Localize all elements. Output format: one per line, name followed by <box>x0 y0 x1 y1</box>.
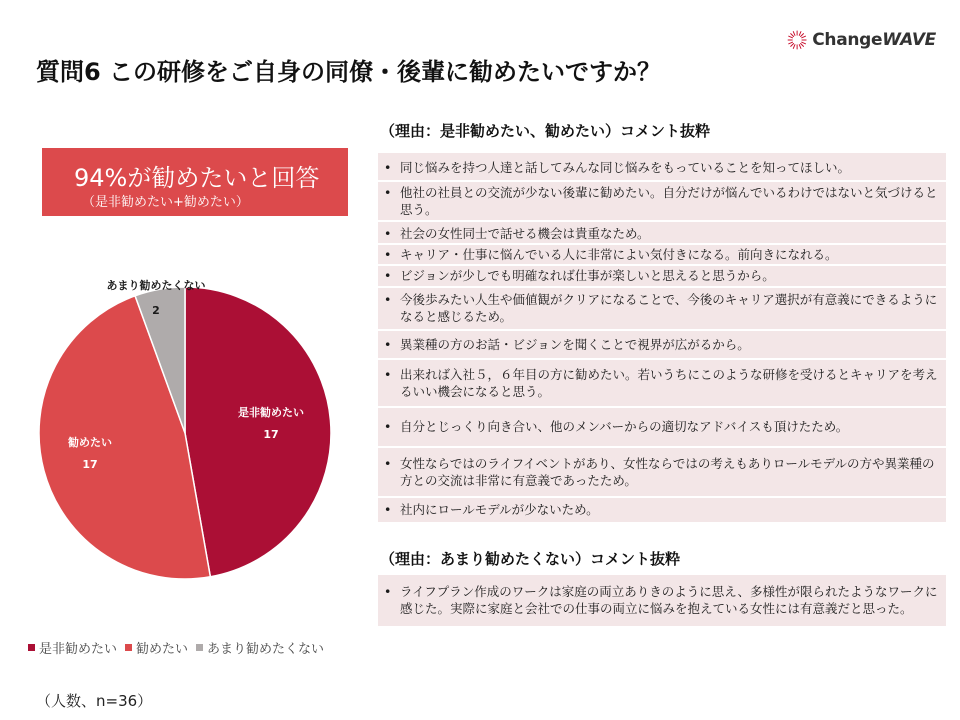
list-item: • 出来れば入社５，６年目の方に勧めたい。若いうちにこのような研修を受けるとキャリアを考えるいい機会になると思う。 <box>378 360 946 408</box>
summary-callout <box>42 148 348 216</box>
page-title: 質問6 この研修をご自身の同僚・後輩に勧めたいですか？ <box>36 58 662 86</box>
list-item: • ライフプラン作成のワークは家庭の両立ありきのように思え、多様性が限られたようなワークに感じた。実際に家庭と会社での仕事の両立に悩みを抱えている女性には有意義だと思った。 <box>378 575 946 628</box>
pie-label-recommend: 勧めたい 17 <box>68 436 112 471</box>
legend-swatch <box>125 644 132 651</box>
legend-swatch <box>196 644 203 651</box>
sample-size-note: （人数、n=36） <box>36 692 153 710</box>
section-title-not-recommend-reasons: （理由：あまり勧めたくない）コメント抜粋 <box>380 550 681 568</box>
list-item: • 今後歩みたい人生や価値観がクリアになることで、今後のキャリア選択が有意義にできるようになると感じるため。 <box>378 288 946 331</box>
list-item: • 自分とじっくり向き合い、他のメンバーからの適切なアドバイスも頂けたため。 <box>378 408 946 448</box>
pie-chart <box>30 270 360 590</box>
list-item: • 同じ悩みを持つ人達と話してみんな同じ悩みをもっていることを知ってほしい。 <box>378 153 946 182</box>
list-item: • 他社の社員との交流が少ない後輩に勧めたい。自分だけが悩んでいるわけではないと気づけると思う。 <box>378 182 946 222</box>
list-item: • 異業種の方のお話・ビジョンを聞くことで視界が広がるから。 <box>378 331 946 360</box>
section-title-recommend-reasons: （理由：是非勧めたい、勧めたい）コメント抜粋 <box>380 122 711 140</box>
legend-label: あまり勧めたくない <box>207 642 325 657</box>
logo-text: ChangeWAVE <box>812 30 936 50</box>
legend-swatch <box>28 644 35 651</box>
pie-label-strongly-recommend: 是非勧めたい 17 <box>238 406 304 441</box>
list-item: • ビジョンが少しでも明確なれば仕事が楽しいと思えると思うから。 <box>378 266 946 288</box>
list-item: • キャリア・仕事に悩んでいる人に非常によい気付きになる。前向きになれる。 <box>378 245 946 266</box>
comment-list-not-recommend <box>378 575 946 628</box>
legend-item-strongly-recommend <box>28 638 117 657</box>
chart-legend <box>28 638 332 657</box>
legend-label: 是非勧めたい <box>39 642 118 657</box>
legend-item-recommend <box>125 638 188 657</box>
legend-item-not-recommend <box>196 638 324 657</box>
callout-sub-text: （是非勧めたい+勧めたい） <box>82 195 249 210</box>
callout-main-text: 94%が勧めたいと回答 <box>74 164 320 192</box>
legend-label: 勧めたい <box>136 642 189 657</box>
list-item: • 社会の女性同士で話せる機会は貴重なため。 <box>378 222 946 245</box>
comment-list-recommend <box>378 153 946 524</box>
list-item: • 社内にロールモデルが少ないため。 <box>378 498 946 524</box>
pie-label-not-recommend: あまり勧めたくない 2 <box>106 279 206 317</box>
changewave-logo <box>786 22 936 58</box>
list-item: • 女性ならではのライフイベントがあり、女性ならではの考えもありロールモデルの方や異業種の方との交流は非常に有意義であったため。 <box>378 448 946 498</box>
